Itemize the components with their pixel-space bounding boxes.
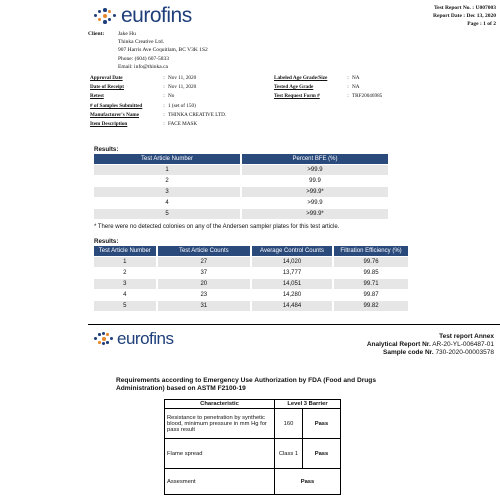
table-row <box>94 268 408 278</box>
table-row <box>165 469 341 495</box>
table-cell: 37 <box>200 270 208 276</box>
assessment-value: Pass <box>275 469 341 495</box>
table-cell: 14,484 <box>252 301 332 311</box>
page-value: 1 of 2 <box>483 21 496 27</box>
info-value: Nov 11, 2020 <box>168 75 197 81</box>
report-date-label: Report Date <box>433 13 462 19</box>
footnote: * There were no detected colonies on any of the Andersen sampler plates for this test article. <box>94 224 340 230</box>
info-row: Retest : No <box>90 92 226 101</box>
info-row: Test Request Form # : TRF20046985 <box>274 92 382 101</box>
eurofins-logo-annex <box>94 329 173 349</box>
table-cell: >99.9 <box>307 200 323 206</box>
client-line: Jake Hu <box>118 31 136 37</box>
info-value: THINKA CREATIVE LTD. <box>168 111 227 118</box>
characteristic-cell: Flame spread <box>165 439 275 469</box>
info-row: Manufacturer's Name : THINKA CREATIVE LTD. <box>90 111 226 120</box>
eurofins-logo-top <box>94 4 192 28</box>
table-cell: 5 <box>94 209 240 219</box>
analytical-report-label: Analytical Report Nr. <box>366 341 431 348</box>
eurofins-logo-mark-icon <box>94 8 118 24</box>
info-label: Approval Date <box>90 75 123 81</box>
table-row <box>94 257 408 267</box>
table-cell: 2 <box>123 270 127 276</box>
info-row: Approval Date : Nov 11, 2020 <box>90 74 226 83</box>
table-row <box>94 290 408 300</box>
info-label: Test Request Form # <box>274 93 320 100</box>
table-cell: 14,051 <box>252 279 332 289</box>
info-value: Nov 11, 2020 <box>168 84 197 91</box>
page-label: Page <box>467 21 479 27</box>
table-cell: 14,020 <box>252 257 332 267</box>
table-row <box>94 176 388 186</box>
requirement-cell: Class 1 <box>275 439 303 469</box>
table-cell: 31 <box>158 301 250 311</box>
table-cell: 4 <box>165 200 169 206</box>
column-header: Percent BFE (%) <box>242 154 388 164</box>
result-cell: Pass <box>303 409 341 439</box>
results-label: Results: <box>94 146 119 153</box>
table-row <box>94 198 388 208</box>
sample-code-label: Sample code Nr. <box>383 349 434 356</box>
analytical-report-value: AR-20-YL-006487-01 <box>432 341 494 348</box>
table-cell: 20 <box>158 279 250 289</box>
annex-header <box>367 333 494 357</box>
sample-code-value: 730-2020-00003578 <box>435 349 494 356</box>
table-cell: 99.71 <box>334 279 408 289</box>
table-row <box>94 187 388 197</box>
info-label: Labeled Age Grade/Size <box>274 75 328 81</box>
info-value: NA <box>352 75 360 81</box>
table-cell: 1 <box>94 165 240 175</box>
result-cell: Pass <box>303 439 341 469</box>
info-label: Date of Receipt <box>90 84 124 91</box>
column-header: Filtration Efficiency (%) <box>334 246 408 256</box>
client-line: Thinka Creative Ltd. <box>118 39 164 46</box>
table-row <box>165 409 341 439</box>
column-header: Level 3 Barrier <box>275 400 341 409</box>
info-row: Labeled Age Grade/Size : NA <box>274 74 382 83</box>
table-cell: 2 <box>165 178 169 184</box>
eurofins-logo-mark-icon <box>94 332 114 346</box>
bfe-results-table <box>92 153 390 220</box>
client-line: Email: info@thinka.ca <box>118 63 168 70</box>
table-cell: 99.87 <box>363 292 379 298</box>
info-label: Item Description <box>90 121 128 128</box>
column-header: Test Article Number <box>94 154 240 164</box>
table-row <box>94 279 408 289</box>
client-label: Client: <box>88 31 105 37</box>
info-label: # of Samples Submitted <box>90 102 143 109</box>
column-header: Test Article Counts <box>158 246 250 256</box>
column-header: Characteristic <box>165 400 275 409</box>
test-report-value: U007003 <box>475 5 496 11</box>
info-right <box>274 74 382 102</box>
info-label: Retest <box>90 93 104 100</box>
table-cell: 99.85 <box>363 270 379 276</box>
logo-text: eurofins <box>117 329 174 348</box>
table-cell: 23 <box>200 292 208 298</box>
logo-text: eurofins <box>121 4 192 27</box>
info-row: # of Samples Submitted : 1 (set of 150) <box>90 102 226 111</box>
client-block <box>88 30 208 71</box>
characteristic-cell: Resistance to penetration by synthetic blood, minimum pressure in mm Hg for pass result <box>165 409 275 439</box>
column-header: Average Control Counts <box>252 246 332 256</box>
test-report-label: Test Report No. <box>434 5 471 11</box>
info-label: Tested Age Grade <box>274 84 314 91</box>
table-cell: 99.82 <box>334 301 408 311</box>
results-label: Results: <box>94 238 119 245</box>
table-row <box>94 301 408 311</box>
table-row <box>94 165 388 175</box>
requirement-cell: 160 <box>275 409 303 439</box>
section-divider <box>88 324 500 325</box>
annex-title: Test report Annex <box>439 333 494 340</box>
report-header: Test Report No. : U007003 Report Date : Dec 13, 2020 Page : 1 of 2 <box>433 5 496 27</box>
table-cell: >99.9 <box>242 165 388 175</box>
table-row <box>165 439 341 469</box>
info-value: No <box>168 93 175 100</box>
requirements-table <box>164 399 341 495</box>
table-cell: 3 <box>94 279 156 289</box>
table-cell: >99.9* <box>242 187 388 197</box>
info-value: FACE MASK <box>168 121 198 128</box>
info-value: NA <box>352 84 360 91</box>
filtration-results-table <box>92 245 410 312</box>
info-row: Item Description : FACE MASK <box>90 120 226 129</box>
table-cell: 5 <box>94 301 156 311</box>
table-cell: 1 <box>94 257 156 267</box>
client-line: Phone: (604) 607-5833 <box>118 55 170 62</box>
info-row: Date of Receipt : Nov 11, 2020 <box>90 83 226 92</box>
table-cell: 3 <box>94 187 240 197</box>
info-value: TRF20046985 <box>352 93 383 100</box>
info-row: Tested Age Grade : NA <box>274 83 382 92</box>
table-cell: >99.9* <box>242 209 388 219</box>
requirements-title: Requirements according to Emergency Use Authorization by FDA (Food and Drugs Administration) based on ASTM F2100-19 <box>116 377 376 392</box>
table-cell: 27 <box>158 257 250 267</box>
assessment-label: Assesment <box>165 469 275 495</box>
client-line: 907 Harris Ave Coquitlam, BC V3K 1S2 <box>118 47 208 54</box>
table-cell: 13,777 <box>282 270 302 276</box>
table-cell: 4 <box>123 292 127 298</box>
info-value: 1 (set of 150) <box>168 102 196 109</box>
table-cell: 14,280 <box>282 292 302 298</box>
info-left <box>90 74 226 129</box>
report-date-value: Dec 13, 2020 <box>466 13 496 19</box>
table-cell: 99.9 <box>309 178 321 184</box>
table-row <box>94 209 388 219</box>
table-cell: 99.76 <box>334 257 408 267</box>
column-header: Test Article Number <box>94 246 156 256</box>
info-label: Manufacturer's Name <box>90 111 140 118</box>
